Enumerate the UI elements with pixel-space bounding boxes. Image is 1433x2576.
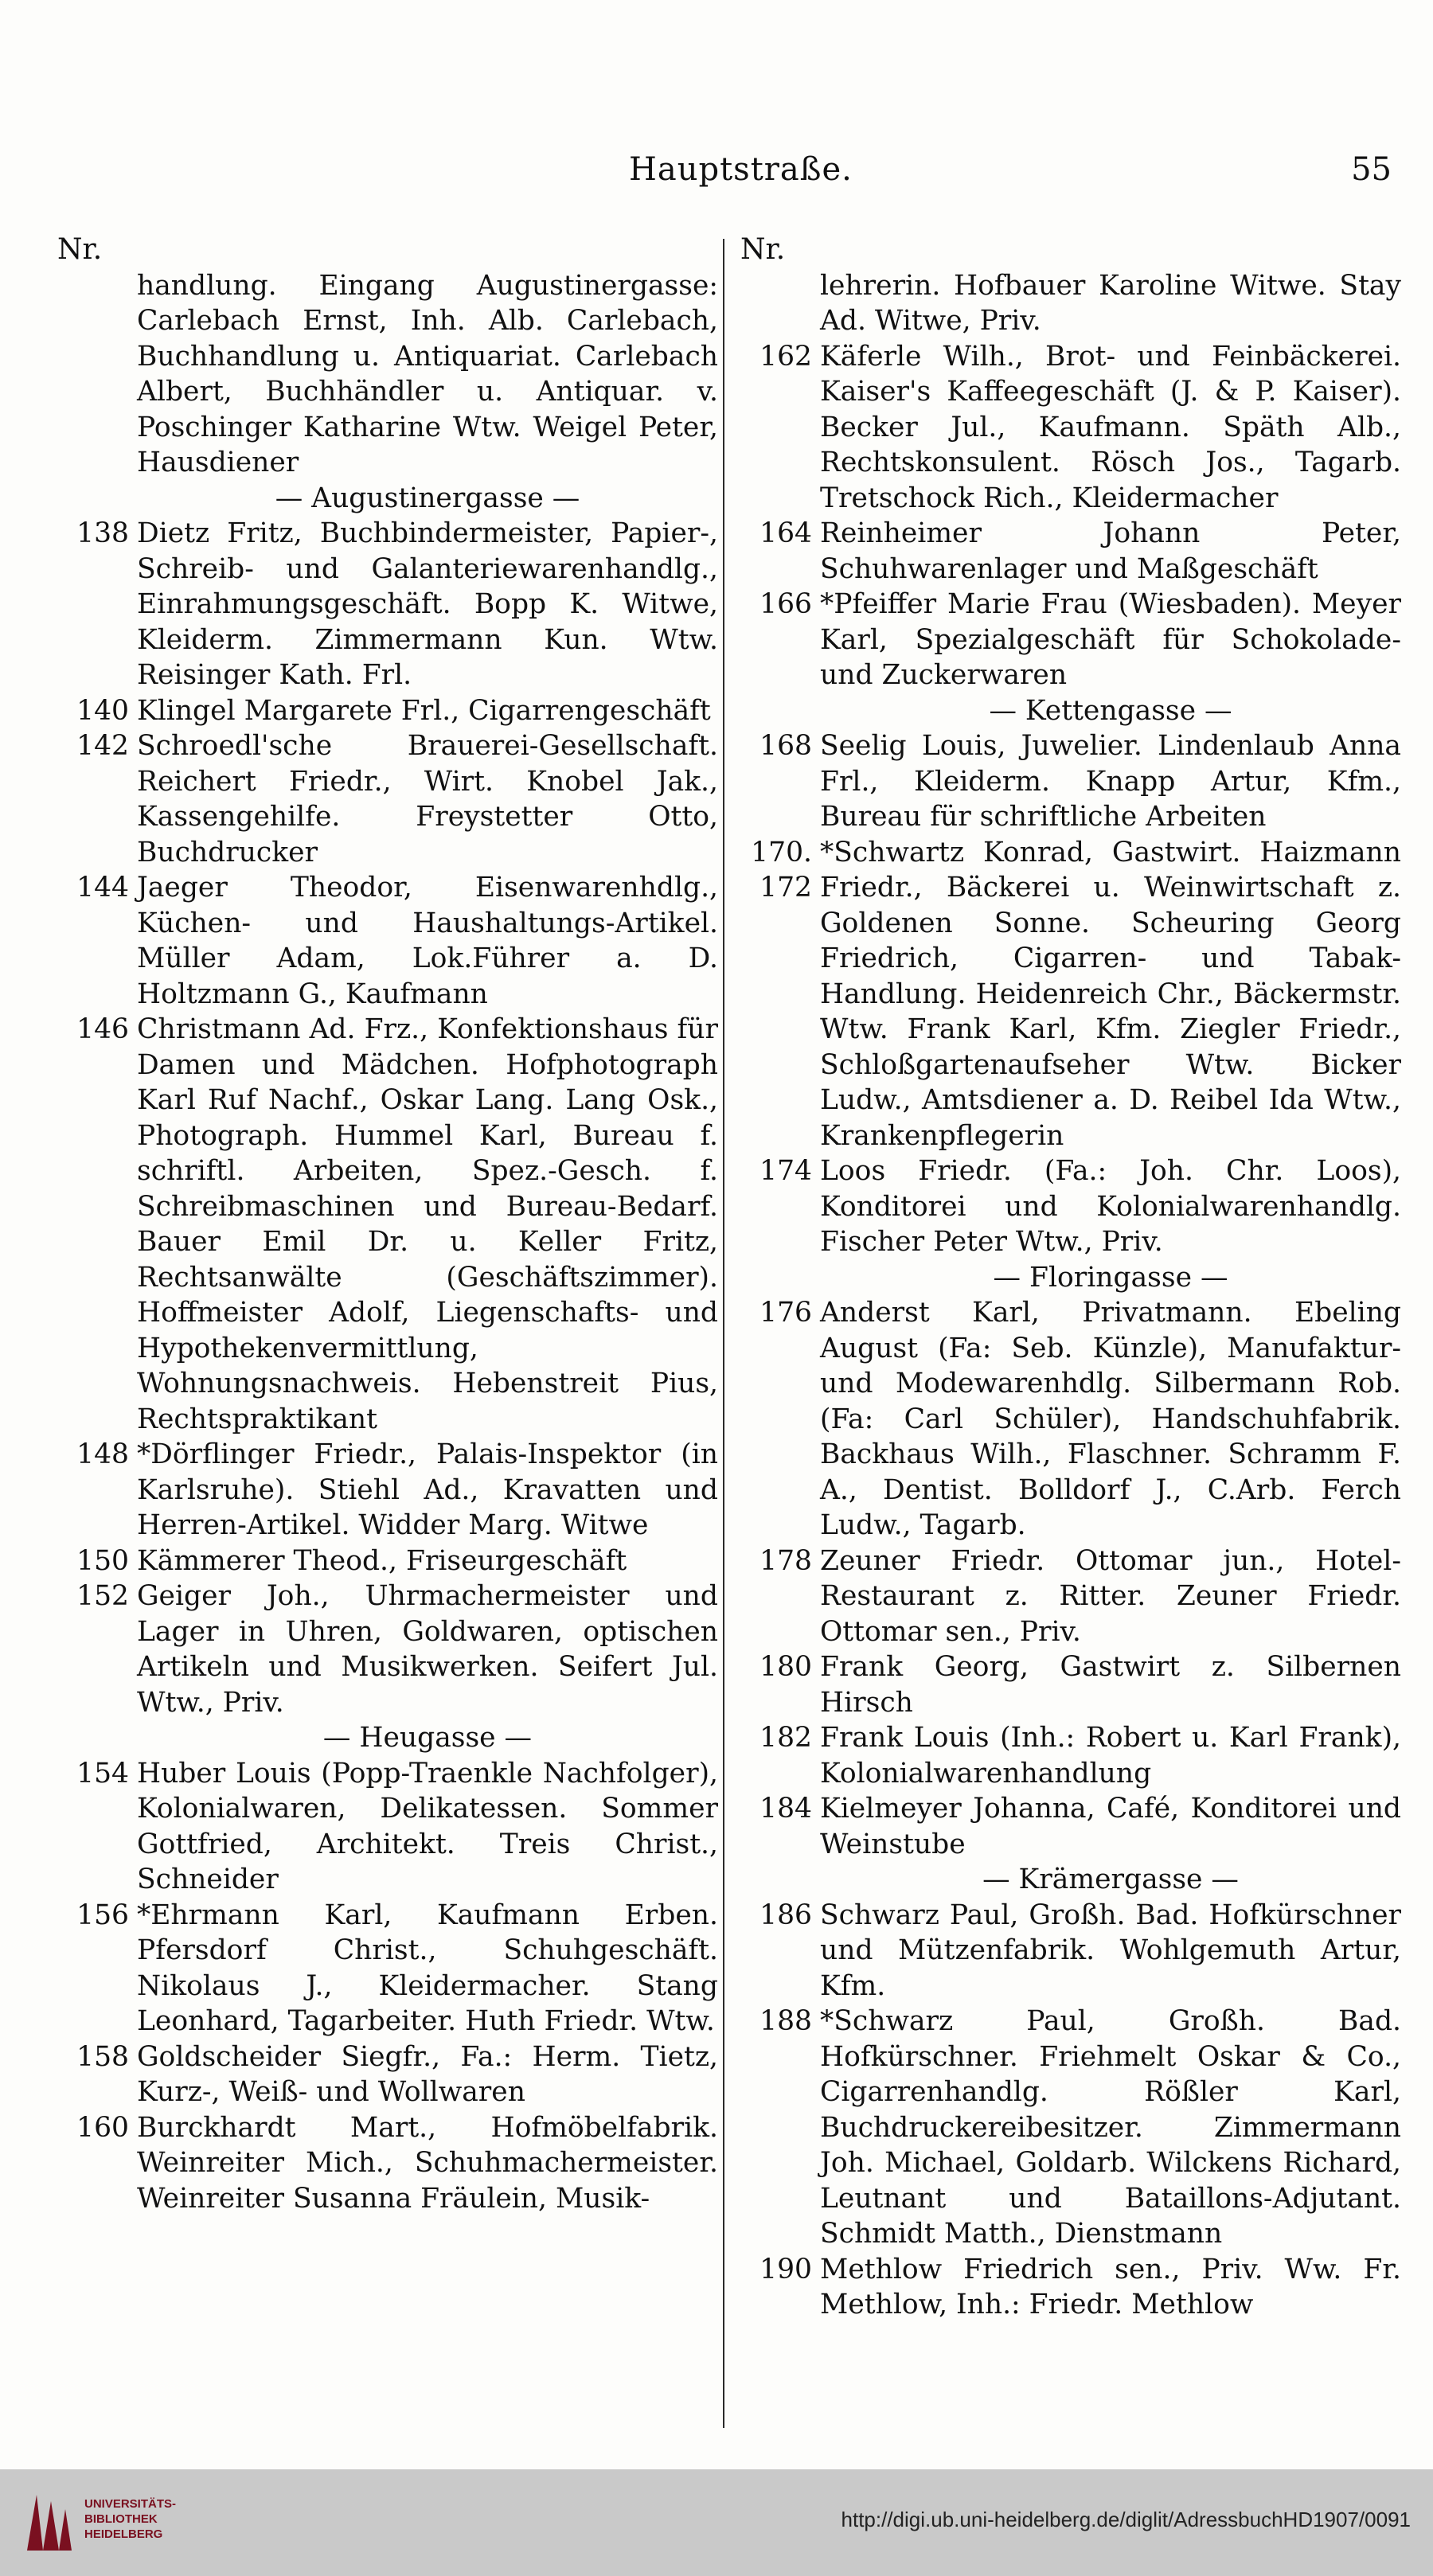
address-entry — [740, 587, 1401, 693]
entry-text: Kielmeyer Johanna, Café, Konditorei und Weinstube — [820, 1793, 1401, 1860]
house-number: 144 — [76, 872, 129, 904]
house-number: 176 — [759, 1297, 812, 1329]
address-entry — [57, 1544, 718, 1579]
entry-text: *Ehrmann Karl, Kaufmann Erben. Pfersdorf Christ., Schuhgeschäft. Nikolaus J., Kleidermacher. Stang Leonhard, Tagarbeiter. Huth Friedr. Wtw. — [137, 1899, 718, 2037]
column-nr-label: Nr. — [57, 233, 103, 266]
address-entry — [57, 2039, 718, 2110]
footer-bar — [0, 2469, 1433, 2576]
house-number: 142 — [76, 730, 129, 762]
house-number: 140 — [76, 694, 129, 727]
address-entry — [57, 870, 718, 1012]
house-number: 156 — [76, 1899, 129, 1931]
left-column — [57, 232, 718, 2216]
entry-text: Klingel Margarete Frl., Cigarrengeschäft — [137, 694, 711, 727]
logo-line: BIBLIOTHEK — [84, 2512, 158, 2526]
address-entry — [740, 2252, 1401, 2323]
address-entry — [740, 339, 1401, 517]
library-logo-text — [84, 2496, 176, 2542]
address-entry — [57, 693, 718, 729]
house-number: 152 — [76, 1580, 129, 1612]
entry-text: *Pfeiffer Marie Frau (Wiesbaden). Meyer Karl, Spezialgeschäft für Schokolade- und Zuckerwaren — [820, 588, 1401, 691]
entry-text: *Dörflinger Friedr., Palais-Inspektor (in Karlsruhe). Stiehl Ad., Kravatten und Herren-Artikel. Widder Marg. Witwe — [137, 1438, 718, 1541]
address-entry — [57, 1012, 718, 1437]
address-entry — [740, 1295, 1401, 1544]
address-entry — [740, 728, 1401, 835]
house-number: 158 — [76, 2040, 129, 2073]
house-number: 148 — [76, 1438, 129, 1470]
entry-text: Seelig Louis, Juwelier. Lindenlaub Anna Frl., Kleiderm. Knapp Artur, Kfm., Bureau für schriftliche Arbeiten — [820, 730, 1401, 833]
page-header — [0, 151, 1433, 199]
address-entry — [57, 1579, 718, 1720]
logo-line: UNIVERSITÄTS- — [84, 2497, 177, 2511]
entry-text: lehrerin. Hofbauer Karoline Witwe. Stay Ad. Witwe, Priv. — [820, 269, 1401, 337]
entry-text: Loos Friedr. (Fa.: Joh. Chr. Loos), Konditorei und Kolonialwarenhandlg. Fischer Peter Wtw., Priv. — [820, 1155, 1401, 1258]
address-entry — [57, 1437, 718, 1544]
house-number: 190 — [759, 2253, 812, 2285]
entry-text: Methlow Friedrich sen., Priv. Ww. Fr. Methlow, Inh.: Friedr. Methlow — [820, 2253, 1401, 2320]
house-number: 164 — [759, 517, 812, 549]
entry-text: Huber Louis (Popp-Traenkle Nachfolger), Kolonialwaren, Delikatessen. Sommer Gottfried, Architekt. Treis Christ., Schneider — [137, 1757, 718, 1895]
address-entry — [57, 728, 718, 870]
address-entry — [57, 1898, 718, 2039]
entry-text: Käferle Wilh., Brot- und Feinbäckerei. Kaiser's Kaffeegeschäft (J. & P. Kaiser). Becker Jul., Kaufmann. Späth Alb., Rechtskonsulent. Rösch Jos., Tagarb. Tretschock Rich., Kleidermacher — [820, 340, 1401, 514]
source-url-link[interactable]: http://digi.ub.uni-heidelberg.de/diglit/AdressbuchHD1907/0091 — [841, 2508, 1411, 2531]
entry-text: *Schwartz Konrad, Gastwirt. Haizmann Friedr., Bäckerei u. Weinwirtschaft z. Goldenen Sonne. Scheuring Georg Friedrich, Cigarren- und Tabak-Handlung. Heidenreich Chr., Bäckermstr. Wtw. Frank Karl, Kfm. Ziegler Friedr., Schloßgartenaufseher Wtw. Bicker Ludw., Amtsdiener a. D. Reibel Ida Wtw., Krankenpflegerin — [820, 836, 1401, 1152]
address-entry — [57, 2110, 718, 2217]
house-number: 146 — [76, 1013, 129, 1045]
house-number: 180 — [759, 1651, 812, 1683]
house-number: 168 — [759, 730, 812, 762]
entry-text: Reinheimer Johann Peter, Schuhwarenlager und Maßgeschäft — [820, 517, 1401, 585]
house-number: 166 — [759, 588, 812, 620]
house-number: 186 — [759, 1899, 812, 1931]
running-title: Hauptstraße. — [629, 151, 853, 188]
entry-text: Frank Louis (Inh.: Robert u. Karl Frank), Kolonialwarenhandlung — [820, 1722, 1401, 1790]
house-number: 184 — [759, 1793, 812, 1825]
page-number: 55 — [1351, 151, 1392, 188]
house-number: 182 — [759, 1722, 812, 1754]
address-entry — [740, 1898, 1401, 2004]
house-number: 154 — [76, 1757, 129, 1790]
entry-text: Kämmerer Theod., Friseurgeschäft — [137, 1544, 627, 1577]
address-entry — [740, 835, 1401, 1154]
house-number: 160 — [76, 2111, 129, 2144]
entry-text: Schroedl'sche Brauerei-Gesellschaft. Reichert Friedr., Wirt. Knobel Jak., Kassengehilfe. Freystetter Otto, Buchdrucker — [137, 730, 718, 868]
street-section-heading: — Augustinergasse — — [275, 482, 580, 514]
address-entry — [740, 1791, 1401, 1862]
entry-text: *Schwarz Paul, Großh. Bad. Hofkürschner. Friehmelt Oskar & Co., Cigarrenhandlg. Rößler Karl, Buchdruckereibesitzer. Zimmermann Joh. Michael, Goldarb. Wilckens Richard, Leutnant und Bataillons-Adjutant. Schmidt Matth., Dienstmann — [820, 2005, 1401, 2250]
street-section-heading: — Heugasse — — [322, 1722, 533, 1754]
library-seal-icon — [19, 2487, 75, 2558]
address-entry — [740, 1544, 1401, 1650]
address-entry — [740, 1153, 1401, 1260]
street-section-heading: — Krämergasse — — [982, 1864, 1239, 1895]
library-logo[interactable] — [19, 2487, 218, 2558]
entry-text: handlung. Eingang Augustinergasse: Carlebach Ernst, Inh. Alb. Carlebach, Buchhandlung u. Antiquariat. Carlebach Albert, Buchhändler u. Antiquar. v. Poschinger Katharine Wtw. Weigel Peter, Hausdiener — [137, 269, 718, 478]
house-number: 174 — [759, 1155, 812, 1187]
entry-text: Burckhardt Mart., Hofmöbelfabrik. Weinreiter Mich., Schuhmachermeister. Weinreiter Susanna Fräulein, Musik- — [137, 2111, 718, 2215]
house-number: 138 — [76, 517, 129, 549]
address-entry — [740, 516, 1401, 587]
address-entry — [57, 1756, 718, 1898]
entry-text: Geiger Joh., Uhrmachermeister und Lager in Uhren, Goldwaren, optischen Artikeln und Musikwerken. Seifert Jul. Wtw., Priv. — [137, 1580, 718, 1719]
address-entry — [740, 268, 1401, 339]
house-number: 162 — [759, 340, 812, 373]
address-entry — [57, 516, 718, 693]
street-section-heading: — Kettengasse — — [989, 694, 1232, 727]
address-entry — [740, 2004, 1401, 2252]
address-entry — [740, 1649, 1401, 1720]
entry-text: Anderst Karl, Privatmann. Ebeling August (Fa: Seb. Künzle), Manufaktur- und Modewarenhdlg. Silbermann Rob. (Fa: Carl Schüler), Handschuhfabrik. Backhaus Wilh., Flaschner. Schramm F. A., Dentist. Bolldorf J., C.Arb. Ferch Ludw., Tagarb. — [820, 1297, 1401, 1541]
entry-text: Dietz Fritz, Buchbindermeister, Papier-, Schreib- und Galanteriewarenhandlg., Einrahmungsgeschäft. Bopp K. Witwe, Kleiderm. Zimmermann Kun. Wtw. Reisinger Kath. Frl. — [137, 517, 718, 691]
logo-line: HEIDELBERG — [84, 2527, 163, 2541]
house-number: 188 — [759, 2005, 812, 2037]
entry-text: Schwarz Paul, Großh. Bad. Hofkürschner und Mützenfabrik. Wohlgemuth Artur, Kfm. — [820, 1899, 1401, 2002]
street-section-heading: — Floringasse — — [993, 1261, 1228, 1294]
entry-text: Goldscheider Siegfr., Fa.: Herm. Tietz, Kurz-, Weiß- und Wollwaren — [137, 2040, 718, 2108]
house-number: 178 — [759, 1544, 812, 1577]
house-number: 150 — [76, 1544, 129, 1577]
column-nr-label: Nr. — [740, 233, 786, 266]
right-column — [740, 232, 1401, 2323]
entry-text: Christmann Ad. Frz., Konfektionshaus für Damen und Mädchen. Hofphotograph Karl Ruf Nachf., Oskar Lang. Lang Osk., Photograph. Hummel Karl, Bureau f. schriftl. Arbeiten, Spez.-Gesch. f. Schreibmaschinen und Bureau-Bedarf. Bauer Emil Dr. u. Keller Fritz, Rechtsanwälte (Geschäftszimmer). Hoffmeister Adolf, Liegenschafts- und Hypothekenvermittlung, Wohnungsnachweis. Hebenstreit Pius, Rechtspraktikant — [137, 1013, 718, 1435]
entry-text: Jaeger Theodor, Eisenwarenhdlg., Küchen- und Haushaltungs-Artikel. Müller Adam, Lok.Führer a. D. Holtzmann G., Kaufmann — [137, 872, 718, 1010]
address-entry — [57, 268, 718, 481]
entry-text: Zeuner Friedr. Ottomar jun., Hotel-Restaurant z. Ritter. Zeuner Friedr. Ottomar sen., Priv. — [820, 1544, 1401, 1648]
address-entry — [740, 1720, 1401, 1791]
entry-text: Frank Georg, Gastwirt z. Silbernen Hirsch — [820, 1651, 1401, 1719]
column-divider — [723, 239, 724, 2428]
house-number: 170. 172 — [751, 836, 812, 904]
